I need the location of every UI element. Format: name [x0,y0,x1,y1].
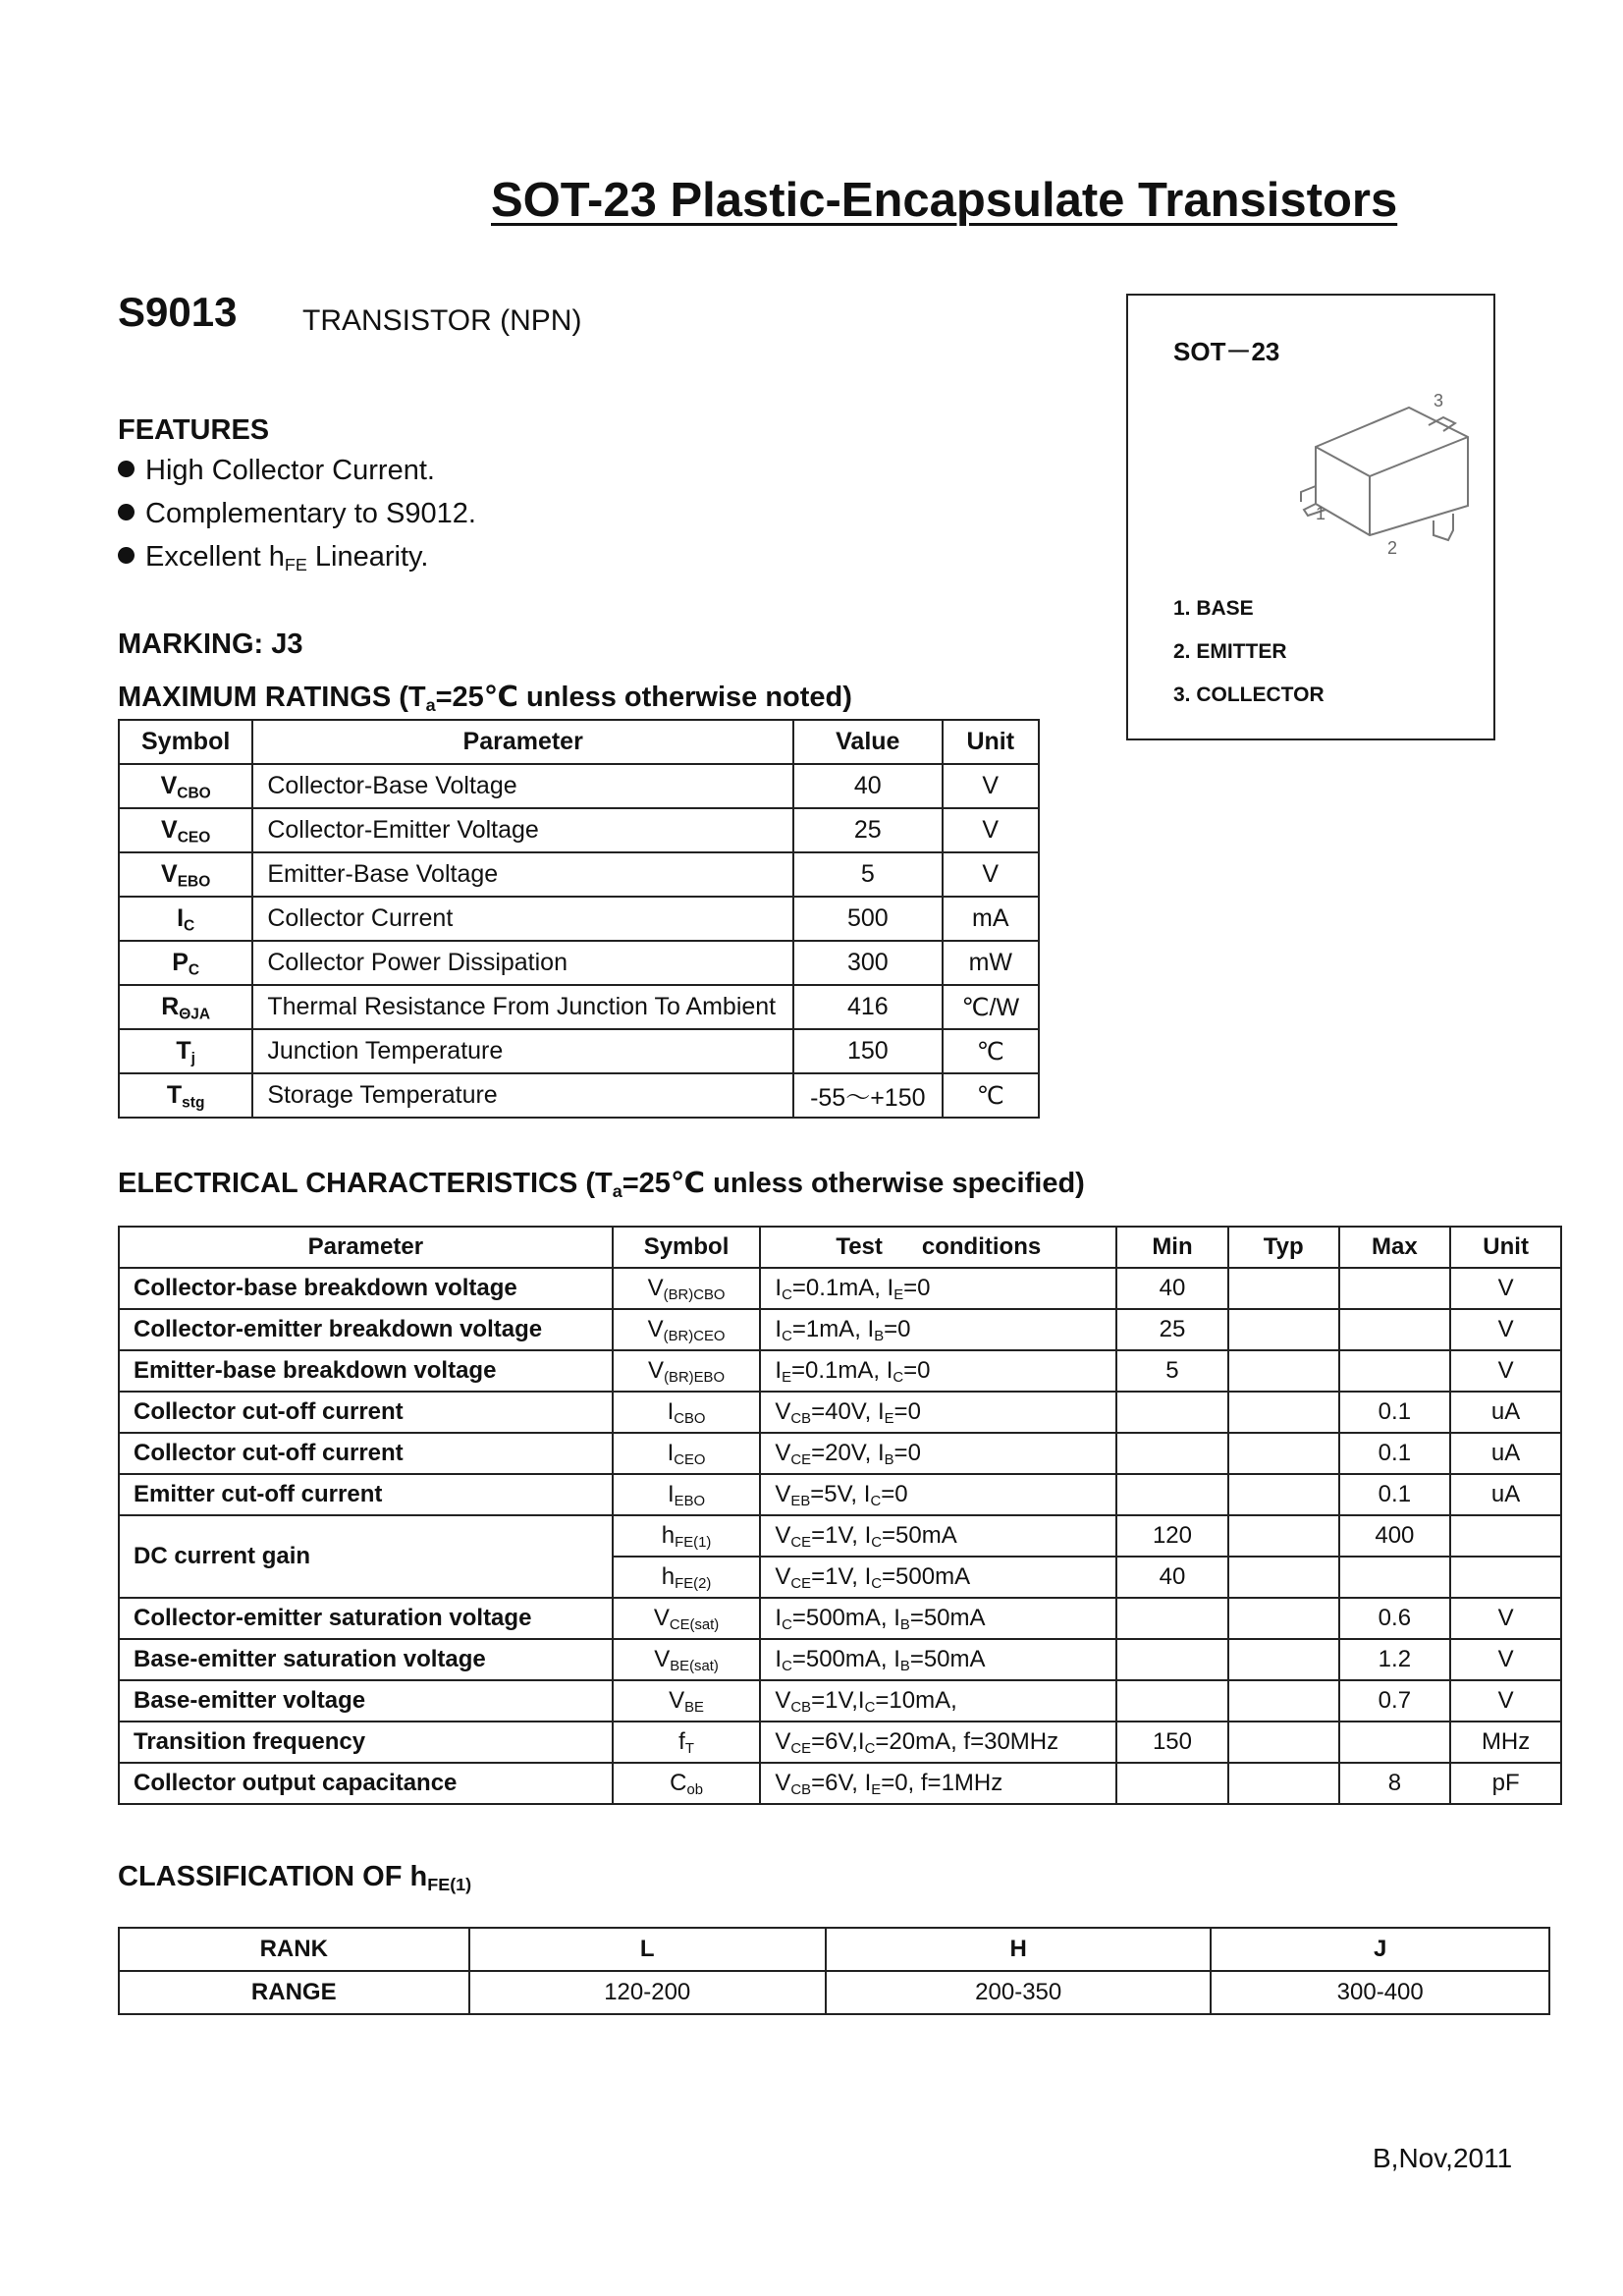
symbol-cell: $I_C$ [119,897,252,941]
parameter-cell: Emitter-Base Voltage [252,852,793,897]
table-row [119,1029,1039,1073]
package-title: SOT－23 [1173,337,1280,366]
value-cell: 416 [793,985,943,1029]
feature-item-2: Complementary to S9012. [118,498,476,530]
pin-collector: 3. COLLECTOR [1173,683,1325,706]
unit-cell: pF [1450,1763,1561,1804]
symbol-cell: $R_{\Theta JA}$ [119,985,252,1029]
value-cell: 40 [793,764,943,808]
rank-h: H [826,1928,1211,1971]
header-symbol: Symbol [119,720,252,764]
test-conditions-cell: $V_{CE}=20V$, $I_B=0$ [760,1433,1116,1474]
max-cell: 1.2 [1339,1639,1451,1680]
unit-cell: V [943,764,1039,808]
table-row [119,1763,1561,1804]
table-row [119,1392,1561,1433]
header-symbol: Symbol [613,1227,761,1268]
pin-label-2: 2 [1387,538,1398,558]
parameter-cell: Emitter-base breakdown voltage [119,1350,613,1392]
min-cell: 150 [1116,1722,1228,1763]
unit-cell: V [1450,1598,1561,1639]
parameter-cell: Base-emitter voltage [119,1680,613,1722]
unit-cell: V [943,852,1039,897]
min-cell [1116,1639,1228,1680]
header-unit: Unit [943,720,1039,764]
table-row [119,1722,1561,1763]
unit-cell: V [1450,1639,1561,1680]
min-cell [1116,1474,1228,1515]
symbol-cell: $C_{ob}$ [613,1763,761,1804]
table-row [119,808,1039,852]
symbol-cell: $V_{CE(sat)}$ [613,1598,761,1639]
value-cell: 150 [793,1029,943,1073]
max-cell: 0.7 [1339,1680,1451,1722]
range-j: 300-400 [1211,1971,1549,2014]
symbol-cell: $V_{(BR)CBO}$ [613,1268,761,1309]
symbol-cell: $V_{CEO}$ [119,808,252,852]
min-cell: 120 [1116,1515,1228,1557]
test-conditions-cell: $V_{CB}=1V,I_C=10mA$, [760,1680,1116,1722]
typ-cell [1228,1598,1339,1639]
rank-j: J [1211,1928,1549,1971]
parameter-cell: Collector-Base Voltage [252,764,793,808]
table-row [119,985,1039,1029]
typ-cell [1228,1763,1339,1804]
symbol-cell: $I_{CEO}$ [613,1433,761,1474]
electrical-table [118,1226,1562,1805]
test-conditions-cell: $I_C=500mA$, $I_B=50mA$ [760,1639,1116,1680]
transistor-type: TRANSISTOR (NPN) [302,304,582,337]
typ-cell [1228,1392,1339,1433]
header-test-conditions: Test conditions [760,1227,1116,1268]
max-cell: 0.6 [1339,1598,1451,1639]
unit-cell: uA [1450,1433,1561,1474]
parameter-cell: Collector Current [252,897,793,941]
part-number: S9013 [118,289,238,335]
min-cell [1116,1392,1228,1433]
pin-label-1: 1 [1316,504,1326,523]
max-ratings-heading: MAXIMUM RATINGS ($T_a=25℃$ unless otherwise noted) [118,682,852,716]
value-cell: 5 [793,852,943,897]
unit-cell: ℃ [943,1073,1039,1118]
min-cell: 25 [1116,1309,1228,1350]
table-row [119,1598,1561,1639]
range-label: RANGE [119,1971,469,2014]
electrical-heading: ELECTRICAL CHARACTERISTICS ($T_a=25℃$ unless otherwise specified) [118,1168,1085,1202]
min-cell: 40 [1116,1557,1228,1598]
table-row [119,1309,1561,1350]
feature-item-3: Excellent $h_{FE}$ Linearity. [118,541,428,574]
max-cell: 400 [1339,1515,1451,1557]
range-l: 120-200 [469,1971,827,2014]
typ-cell [1228,1722,1339,1763]
marking: MARKING: J3 [118,629,303,660]
header-parameter: Parameter [119,1227,613,1268]
symbol-cell: $I_{EBO}$ [613,1474,761,1515]
unit-cell: V [1450,1350,1561,1392]
unit-cell: ℃ [943,1029,1039,1073]
classification-heading: CLASSIFICATION OF $h_{FE(1)}$ [118,1861,472,1895]
max-cell: 8 [1339,1763,1451,1804]
symbol-cell: $V_{CBO}$ [119,764,252,808]
min-cell [1116,1433,1228,1474]
table-row [119,941,1039,985]
test-conditions-cell: $I_E=0.1mA$, $I_C=0$ [760,1350,1116,1392]
parameter-cell: Junction Temperature [252,1029,793,1073]
table-row [119,1268,1561,1309]
typ-cell [1228,1557,1339,1598]
header-max: Max [1339,1227,1451,1268]
min-cell [1116,1598,1228,1639]
test-conditions-cell: $V_{EB}=5V$, $I_C=0$ [760,1474,1116,1515]
table-row [119,1639,1561,1680]
symbol-cell: $I_{CBO}$ [613,1392,761,1433]
typ-cell [1228,1515,1339,1557]
parameter-cell: Collector cut-off current [119,1433,613,1474]
unit-cell: V [1450,1268,1561,1309]
table-row [119,897,1039,941]
unit-cell: V [943,808,1039,852]
unit-cell: uA [1450,1392,1561,1433]
unit-cell: V [1450,1309,1561,1350]
symbol-cell: $V_{BE}$ [613,1680,761,1722]
parameter-cell: Emitter cut-off current [119,1474,613,1515]
symbol-cell: $f_T$ [613,1722,761,1763]
parameter-cell: Collector output capacitance [119,1763,613,1804]
symbol-cell: $V_{(BR)EBO}$ [613,1350,761,1392]
max-cell: 0.1 [1339,1392,1451,1433]
parameter-cell: Transition frequency [119,1722,613,1763]
rank-l: L [469,1928,827,1971]
typ-cell [1228,1639,1339,1680]
max-cell [1339,1309,1451,1350]
rank-label: RANK [119,1928,469,1971]
max-cell [1339,1350,1451,1392]
test-conditions-cell: $V_{CB}=6V$, $I_E=0$, f=1MHz [760,1763,1116,1804]
typ-cell [1228,1309,1339,1350]
symbol-cell: $T_j$ [119,1029,252,1073]
header-parameter: Parameter [252,720,793,764]
test-conditions-cell: $V_{CE}=6V,I_C=20mA$, f=30MHz [760,1722,1116,1763]
typ-cell [1228,1433,1339,1474]
table-row [119,1073,1039,1118]
footer-date: B,Nov,2011 [1373,2143,1513,2173]
min-cell: 5 [1116,1350,1228,1392]
table-row [119,1433,1561,1474]
test-conditions-cell: $V_{CE}=1V$, $I_C=500mA$ [760,1557,1116,1598]
parameter-cell: Collector Power Dissipation [252,941,793,985]
parameter-cell: Thermal Resistance From Junction To Ambient [252,985,793,1029]
unit-cell: uA [1450,1474,1561,1515]
page-title: SOT-23 Plastic-Encapsulate Transistors [491,174,1398,227]
parameter-cell: Collector cut-off current [119,1392,613,1433]
pin-emitter: 2. EMITTER [1173,640,1287,663]
table-row [119,764,1039,808]
unit-cell: mW [943,941,1039,985]
max-cell [1339,1722,1451,1763]
table-row [119,1350,1561,1392]
test-conditions-cell: $I_C=500mA$, $I_B=50mA$ [760,1598,1116,1639]
pin-base: 1. BASE [1173,597,1254,620]
header-min: Min [1116,1227,1228,1268]
table-row [119,1680,1561,1722]
value-cell: 500 [793,897,943,941]
parameter-cell: Collector-base breakdown voltage [119,1268,613,1309]
min-cell [1116,1680,1228,1722]
value-cell: 300 [793,941,943,985]
unit-cell: MHz [1450,1722,1561,1763]
bullet-icon [118,504,135,520]
symbol-cell: $V_{BE(sat)}$ [613,1639,761,1680]
bullet-icon [118,547,135,564]
table-row [119,852,1039,897]
symbol-cell: $h_{FE(1)}$ [613,1515,761,1557]
unit-cell: ℃/W [943,985,1039,1029]
table-row [119,1515,1561,1557]
test-conditions-cell: $V_{CE}=1V$, $I_C=50mA$ [760,1515,1116,1557]
parameter-cell: Collector-emitter saturation voltage [119,1598,613,1639]
parameter-cell: Collector-Emitter Voltage [252,808,793,852]
pin-label-3: 3 [1434,391,1444,410]
typ-cell [1228,1350,1339,1392]
typ-cell [1228,1474,1339,1515]
unit-cell [1450,1515,1561,1557]
classification-table [118,1927,1550,2015]
features-heading: FEATURES [118,414,270,446]
unit-cell [1450,1557,1561,1598]
feature-item-1: High Collector Current. [118,455,435,487]
parameter-cell: Base-emitter saturation voltage [119,1639,613,1680]
typ-cell [1228,1268,1339,1309]
max-ratings-table [118,719,1040,1119]
table-row [119,1474,1561,1515]
symbol-cell: $P_C$ [119,941,252,985]
max-cell [1339,1557,1451,1598]
unit-cell: V [1450,1680,1561,1722]
max-cell: 0.1 [1339,1474,1451,1515]
header-unit: Unit [1450,1227,1561,1268]
max-cell [1339,1268,1451,1309]
test-conditions-cell: $I_C=0.1mA$, $I_E=0$ [760,1268,1116,1309]
bullet-icon [118,461,135,477]
parameter-cell: Storage Temperature [252,1073,793,1118]
unit-cell: mA [943,897,1039,941]
max-cell: 0.1 [1339,1433,1451,1474]
test-conditions-cell: $V_{CB}=40V$, $I_E=0$ [760,1392,1116,1433]
header-typ: Typ [1228,1227,1339,1268]
symbol-cell: $V_{EBO}$ [119,852,252,897]
parameter-cell: Collector-emitter breakdown voltage [119,1309,613,1350]
parameter-cell: DC current gain [119,1515,613,1598]
value-cell: 25 [793,808,943,852]
header-value: Value [793,720,943,764]
range-h: 200-350 [826,1971,1211,2014]
min-cell [1116,1763,1228,1804]
typ-cell [1228,1680,1339,1722]
value-cell: -55～+150 [793,1073,943,1118]
test-conditions-cell: $I_C=1mA$, $I_B=0$ [760,1309,1116,1350]
symbol-cell: $T_{stg}$ [119,1073,252,1118]
min-cell: 40 [1116,1268,1228,1309]
symbol-cell: $h_{FE(2)}$ [613,1557,761,1598]
symbol-cell: $V_{(BR)CEO}$ [613,1309,761,1350]
